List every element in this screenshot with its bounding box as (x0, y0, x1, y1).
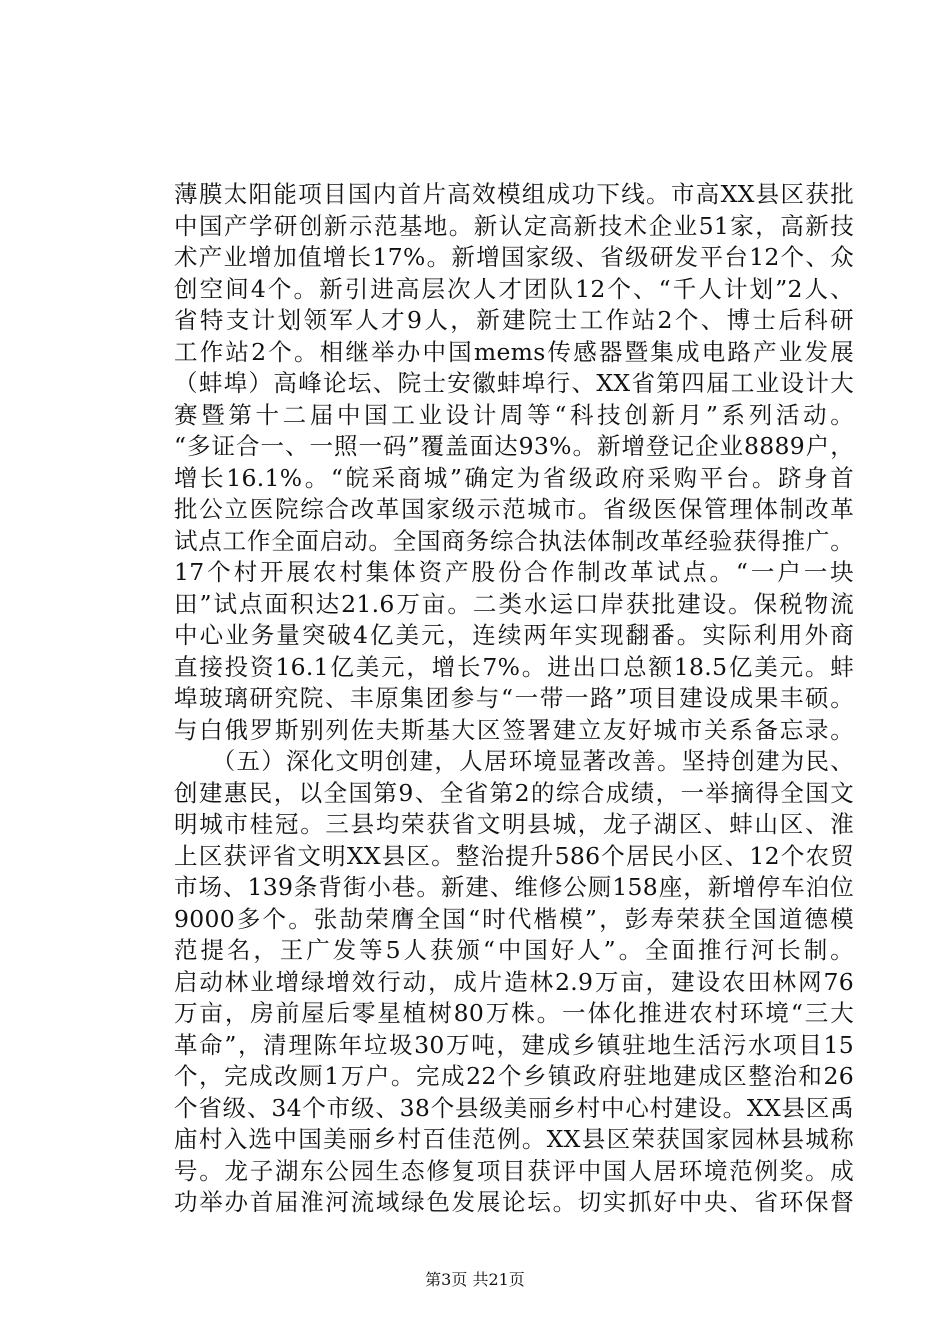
text-line: 增长16.1%。“皖采商城”确定为省级政府采购平台。跻身首 (174, 463, 854, 492)
text-line: 工作站2个。相继举办中国mems传感器暨集成电路产业发展 (174, 337, 854, 366)
text-line: 启动林业增绿增效行动，成片造林2.9万亩，建设农田林网76 (174, 967, 854, 996)
text-line: 万亩，房前屋后零星植树80万株。一体化推进农村环境“三大 (174, 999, 854, 1027)
text-line: 号。龙子湖东公园生态修复项目获评中国人居环境范例奖。成 (174, 1156, 854, 1185)
text-line: 田”试点面积达21.6万亩。二类水运口岸获批建设。保税物流 (174, 589, 854, 618)
text-line: 试点工作全面启动。全国商务综合执法体制改革经验获得推广。 (174, 526, 854, 555)
text-line: 明城市桂冠。三县均荣获省文明县城，龙子湖区、蚌山区、淮 (174, 810, 854, 838)
text-line: 中心业务量突破4亿美元，连续两年实现翻番。实际利用外商 (174, 621, 854, 649)
text-line: 范提名，王广发等5人获颁“中国好人”。全面推行河长制。 (174, 936, 854, 964)
text-line: 创建惠民，以全国第9、全省第2的综合成绩，一举摘得全国文 (174, 778, 854, 807)
text-line: 与白俄罗斯别列佐夫斯基大区签署建立友好城市关系备忘录。 (174, 715, 854, 744)
text-line: 庙村入选中国美丽乡村百佳范例。XX县区荣获国家园林县城称 (174, 1125, 854, 1153)
text-line: 功举办首届淮河流域绿色发展论坛。切实抓好中央、省环保督 (174, 1188, 854, 1216)
text-line: 17个村开展农村集体资产股份合作制改革试点。“一户一块 (174, 558, 854, 586)
text-line: 薄膜太阳能项目国内首片高效模组成功下线。市高XX县区获批 (174, 180, 854, 208)
body-text (174, 179, 854, 1219)
text-line: 个，完成改厕1万户。完成22个乡镇政府驻地建成区整治和26 (174, 1062, 854, 1090)
text-line: （蚌埠）高峰论坛、院士安徽蚌埠行、XX省第四届工业设计大 (174, 369, 854, 397)
text-line: 赛暨第十二届中国工业设计周等“科技创新月”系列活动。 (174, 400, 854, 429)
text-line: 术产业增加值增长17%。新增国家级、省级研发平台12个、众 (174, 243, 854, 271)
text-line: “多证合一、一照一码”覆盖面达93%。新增登记企业8889户， (174, 432, 854, 460)
text-line: 革命”，清理陈年垃圾30万吨，建成乡镇驻地生活污水项目15 (174, 1030, 854, 1059)
text-line: 埠玻璃研究院、丰原集团参与“一带一路”项目建设成果丰硕。 (174, 684, 854, 712)
text-line: 省特支计划领军人才9人，新建院士工作站2个、博士后科研 (174, 306, 854, 334)
text-line: 9000多个。张劼荣膺全国“时代楷模”，彭寿荣获全国道德模 (174, 904, 854, 933)
text-line: 创空间4个。新引进高层次人才团队12个、“千人计划”2人、 (174, 274, 854, 303)
page-footer: 第3页 共21页 (425, 1270, 525, 1289)
text-line: （五）深化文明创建，人居环境显著改善。坚持创建为民、 (174, 747, 854, 775)
text-line: 上区获评省文明XX县区。整治提升586个居民小区、12个农贸 (174, 841, 854, 870)
text-line: 直接投资16.1亿美元，增长7%。进出口总额18.5亿美元。蚌 (174, 652, 854, 681)
text-line: 个省级、34个市级、38个县级美丽乡村中心村建设。XX县区禹 (174, 1093, 854, 1122)
text-line: 批公立医院综合改革国家级示范城市。省级医保管理体制改革 (174, 495, 854, 523)
text-line: 中国产学研创新示范基地。新认定高新技术企业51家，高新技 (174, 211, 854, 240)
text-line: 市场、139条背街小巷。新建、维修公厕158座，新增停车泊位 (174, 873, 854, 901)
